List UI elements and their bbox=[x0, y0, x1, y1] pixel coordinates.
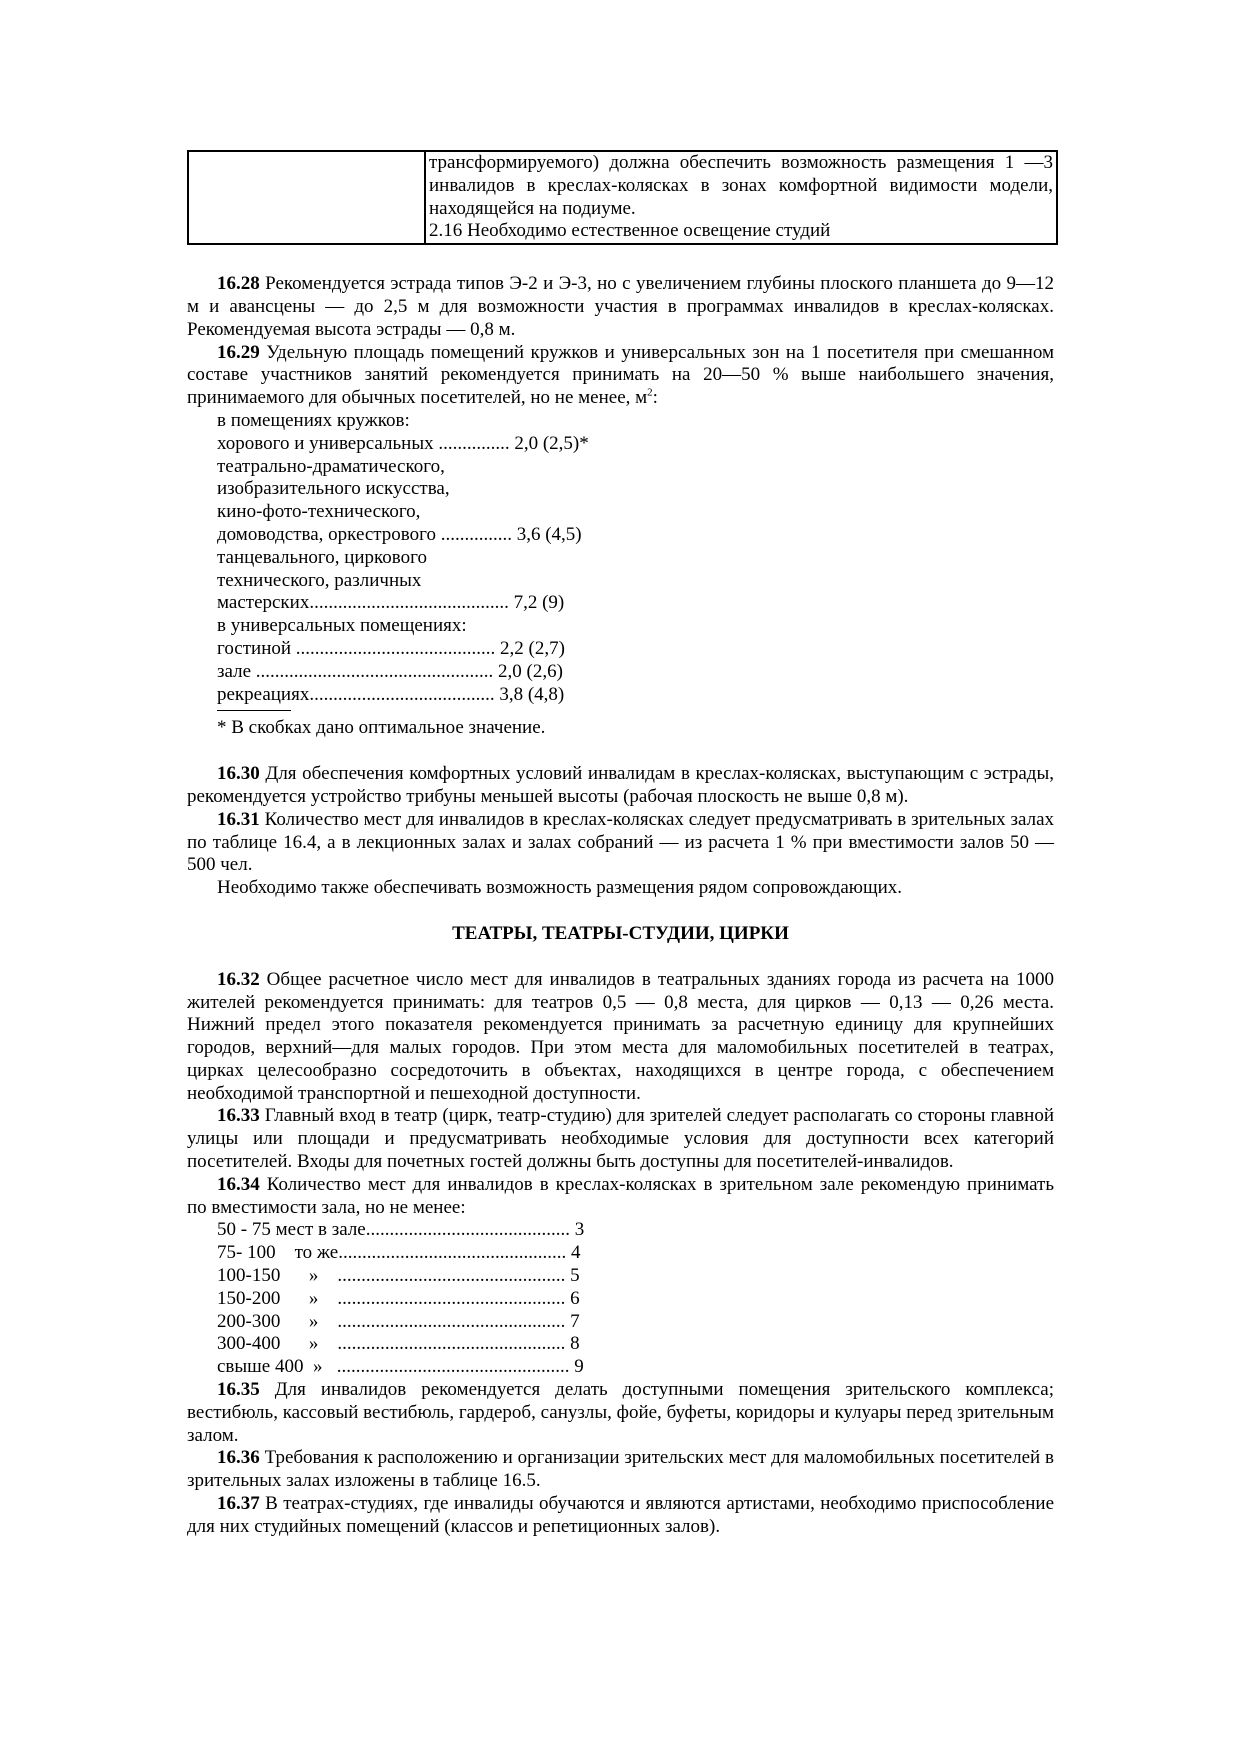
paragraph-16-31 bbox=[187, 809, 1054, 877]
document-page bbox=[187, 150, 1054, 1539]
clause-number: 16.28 bbox=[217, 273, 260, 295]
paragraph-16-32 bbox=[187, 969, 1054, 1106]
clause-number: 16.30 bbox=[217, 763, 260, 785]
paragraph-text: В театрах-студиях, где инвалиды обучаются и являются артистами, необходимо приспособление для них студийных помещений (классов и репетиционных залов). bbox=[187, 1493, 1054, 1537]
list-item: театрально-драматического, bbox=[217, 455, 445, 477]
table-cell-line: трансформируемого) должна обеспечить возможность размещения 1 —3 инвалидов в креслах-колясках в зонах комфортной видимости модели, находящейся на подиуме. bbox=[429, 152, 1053, 219]
paragraph-16-30 bbox=[187, 763, 1054, 809]
paragraph-16-31-note: Необходимо также обеспечивать возможность размещения рядом сопровождающих. bbox=[217, 877, 903, 899]
paragraph-16-28 bbox=[187, 273, 1054, 341]
list-item: мастерских.......................................... 7,2 (9) bbox=[217, 592, 565, 614]
list-item: танцевального, циркового bbox=[217, 546, 427, 568]
continuation-table bbox=[187, 150, 1058, 245]
clause-number: 16.34 bbox=[217, 1173, 260, 1195]
list-item: в универсальных помещениях: bbox=[217, 615, 467, 637]
list-item: 75- 100 то же................................................ 4 bbox=[217, 1242, 581, 1264]
list-item: домоводства, оркестрового ............... 3,6 (4,5) bbox=[217, 523, 582, 545]
seat-list bbox=[217, 1219, 1054, 1379]
paragraph-16-35 bbox=[187, 1379, 1054, 1447]
paragraph-16-37 bbox=[187, 1493, 1054, 1539]
list-item: 50 - 75 мест в зале........................................... 3 bbox=[217, 1219, 585, 1241]
list-item: изобразительного искусства, bbox=[217, 478, 450, 500]
list-item: 100-150 » ................................................ 5 bbox=[217, 1265, 580, 1287]
table-cell-text bbox=[425, 151, 1057, 244]
footnote: * В скобках дано оптимальное значение. bbox=[217, 717, 546, 739]
table-cell-line: 2.16 Необходимо естественное освещение студий bbox=[429, 220, 831, 242]
paragraph-text: Для обеспечения комфортных условий инвалидам в креслах-колясках, выступающим с эстрады, рекомендуется устройство трибуны меньшей высоты (рабочая плоскость не выше 0,8 м). bbox=[187, 763, 1054, 807]
list-item: хорового и универсальных ............... 2,0 (2,5)* bbox=[217, 432, 589, 454]
clause-number: 16.37 bbox=[217, 1493, 260, 1515]
paragraph-16-29 bbox=[187, 342, 1054, 410]
paragraph-text: Рекомендуется эстрада типов Э-2 и Э-3, но с увеличением глубины плоского планшета до 9—12 м и авансцены — до 2,5 м для возможности участия в программах инвалидов в креслах-колясках. Рекомендуемая высота эстрады — 0,8 м. bbox=[187, 273, 1054, 340]
list-item: технического, различных bbox=[217, 569, 422, 591]
list-item: гостиной .......................................... 2,2 (2,7) bbox=[217, 637, 565, 659]
paragraph-text: Для инвалидов рекомендуется делать доступными помещения зрительского комплекса; вестибюль, кассовый вестибюль, гардероб, санузлы, фойе, буфеты, коридоры и кулуары перед зрительным залом. bbox=[187, 1379, 1054, 1446]
paragraph-text: Общее расчетное число мест для инвалидов в театральных зданиях города из расчета на 1000 жителей рекомендуется принимать: для театров 0,5 — 0,8 места, для цирков — 0,13 — 0,26 места. Нижний предел этого показателя рекомендуется принимать за расчетную единицу для крупнейших городов, верхний—для малых городов. При этом места для маломобильных посетителей в театрах, цирках целесообразно сосредоточить в объектах, находящихся в центре города, с обеспечением необходимой транспортной и пешеходной доступности. bbox=[187, 968, 1054, 1104]
list-item: кино-фото-технического, bbox=[217, 501, 421, 523]
section-heading: ТЕАТРЫ, ТЕАТРЫ-СТУДИИ, ЦИРКИ bbox=[452, 922, 789, 944]
footnote-separator bbox=[217, 710, 291, 711]
clause-number: 16.32 bbox=[217, 968, 260, 990]
paragraph-text: Количество мест для инвалидов в креслах-колясках следует предусматривать в зрительных залах по таблице 16.4, а в лекционных залах и залах собраний — из расчета 1 % при вместимости залов 50 — 500 чел. bbox=[187, 808, 1054, 876]
list-item: зале .................................................. 2,0 (2,6) bbox=[217, 660, 563, 682]
paragraph-16-33 bbox=[187, 1105, 1054, 1173]
table-cell-empty bbox=[188, 151, 425, 244]
paragraph-text: Удельную площадь помещений кружков и универсальных зон на 1 посетителя при смешанном составе участников занятий рекомендуется принимать на 20—50 % выше наибольшего значения, принимаемого для обычных посетителей, но не менее, м bbox=[187, 341, 1054, 409]
list-item: свыше 400 » ................................................. 9 bbox=[217, 1356, 584, 1378]
list-item: рекреациях....................................... 3,8 (4,8) bbox=[217, 683, 565, 705]
clause-number: 16.36 bbox=[217, 1447, 260, 1469]
table-row bbox=[188, 151, 1057, 244]
list-item: в помещениях кружков: bbox=[217, 409, 410, 431]
paragraph-16-34 bbox=[187, 1174, 1054, 1220]
paragraph-text: Количество мест для инвалидов в креслах-колясках в зрительном зале рекомендую принимать по вместимости зала, но не менее: bbox=[187, 1173, 1054, 1218]
list-item: 150-200 » ................................................ 6 bbox=[217, 1287, 580, 1309]
clause-number: 16.35 bbox=[217, 1379, 260, 1401]
paragraph-text: Требования к расположению и организации зрительских мест для маломобильных посетителей в зрительных залах изложены в таблице 16.5. bbox=[187, 1447, 1054, 1492]
superscript: 2 bbox=[647, 386, 653, 399]
list-item: 300-400 » ................................................ 8 bbox=[217, 1333, 580, 1355]
paragraph-text: Главный вход в театр (цирк, театр-студию) для зрителей следует располагать со стороны главной улицы или площади и предусматривать необходимые условия для доступности всех категорий посетителей. Входы для почетных гостей должны быть доступны для посетителей-инвалидов. bbox=[187, 1105, 1054, 1173]
clause-number: 16.31 bbox=[217, 808, 260, 830]
area-list bbox=[217, 410, 1054, 706]
paragraph-text: : bbox=[652, 387, 658, 409]
clause-number: 16.33 bbox=[217, 1105, 260, 1127]
list-item: 200-300 » ................................................ 7 bbox=[217, 1310, 580, 1332]
clause-number: 16.29 bbox=[217, 341, 260, 363]
paragraph-16-36 bbox=[187, 1447, 1054, 1493]
